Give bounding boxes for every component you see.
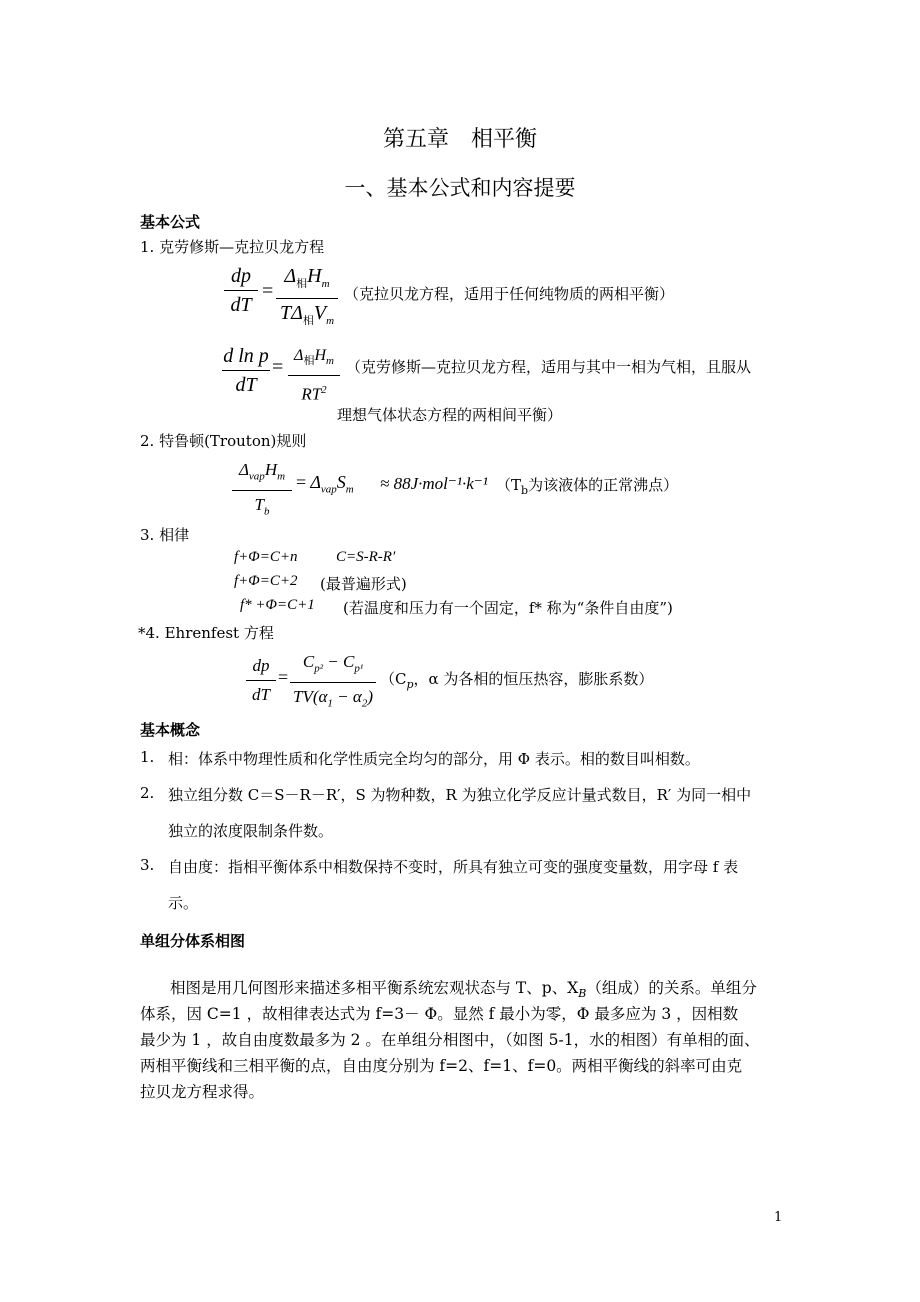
eq3-note-tail: 为该液体的正常沸点） bbox=[528, 476, 679, 494]
eq3-note-sub: b bbox=[521, 484, 529, 497]
eq4-note bbox=[380, 668, 653, 691]
eq3-lhs-fraction: $\Delta_{vap}H_m$ $T_b$ bbox=[232, 458, 292, 524]
phase-rule-2-note: (最普遍形式) bbox=[320, 575, 407, 593]
eq3-note-head: （T bbox=[496, 476, 522, 494]
eq4-lhs-fraction: dp dT bbox=[246, 654, 276, 707]
chapter-title: 第五章 相平衡 bbox=[382, 127, 537, 152]
concept-1-num: 1. bbox=[140, 748, 155, 766]
section-title: 一、基本公式和内容提要 bbox=[344, 176, 576, 200]
paragraph-line-1-sub: B bbox=[578, 987, 587, 1001]
eq2-note-continued: 理想气体状态方程的两相间平衡） bbox=[337, 406, 563, 424]
eq1-note: （克拉贝龙方程，适用于任何纯物质的两相平衡） bbox=[344, 285, 675, 303]
item3-heading: 3. 相律 bbox=[140, 526, 190, 544]
concept-3-num: 3. bbox=[140, 856, 155, 874]
paragraph-line-4: 两相平衡线和三相平衡的点，自由度分别为 f=2、f=1、f=0。两相平衡线的斜率可由克 bbox=[140, 1057, 743, 1075]
phase-rule-1a: f+Φ=C+n bbox=[234, 549, 298, 565]
phase-rule-3-note: (若温度和压力有一个固定，f* 称为“条件自由度”) bbox=[343, 599, 673, 617]
paragraph-line-1-text: 相图是用几何图形来描述多相平衡系统宏观状态与 T、p、X bbox=[170, 979, 579, 997]
eq1-equals: = bbox=[262, 280, 274, 302]
phase-rule-2: f+Φ=C+2 bbox=[234, 573, 298, 589]
paragraph-line-3: 最少为 1 ，故自由度数最多为 2 。在单组分相图中，（如图 5-1，水的相图）有单相的面、 bbox=[140, 1031, 760, 1049]
eq4-rhs-fraction: $C_{p^2} - C_{p^1}$ $TV(\alpha_1 - \alpha_2)$ bbox=[290, 650, 376, 716]
eq2-equals: = bbox=[272, 356, 284, 378]
eq2-note: （克劳修斯—克拉贝龙方程，适用与其中一相为气相，且服从 bbox=[346, 358, 752, 376]
concept-2-text-cont: 独立的浓度限制条件数。 bbox=[168, 822, 334, 840]
concept-3-text: 自由度：指相平衡体系中相数保持不变时，所具有独立可变的强度变量数，用字母 f 表 bbox=[168, 858, 739, 876]
concept-2-num: 2. bbox=[140, 784, 155, 802]
eq1-lhs-fraction: dp dT bbox=[224, 264, 258, 317]
basic-formulas-heading: 基本公式 bbox=[140, 213, 201, 231]
item1-heading: 1. 克劳修斯—克拉贝龙方程 bbox=[140, 238, 325, 256]
eq4-note-sub: p bbox=[406, 678, 414, 691]
eq4-note-head: （C bbox=[380, 670, 407, 688]
eq2-lhs-fraction: d ln p dT bbox=[223, 345, 269, 396]
phase-rule-1b: C=S-R-R′ bbox=[336, 549, 396, 565]
item2-heading: 2. 特鲁顿(Trouton)规则 bbox=[140, 432, 307, 450]
paragraph-line-2: 体系，因 C=1 ，故相律表达式为 f=3－ Φ。显然 f 最小为零，Φ 最多应为 3 ，因相数 bbox=[140, 1005, 739, 1023]
eq3-middle: = $\Delta_{vap}S_m$ bbox=[296, 472, 354, 496]
concept-1-text: 相：体系中物理性质和化学性质完全均匀的部分，用 Φ 表示。相的数目叫相数。 bbox=[168, 750, 700, 768]
page-number: 1 bbox=[774, 1210, 783, 1225]
concept-3-text-cont: 示。 bbox=[168, 894, 199, 912]
single-component-heading: 单组分体系相图 bbox=[140, 932, 246, 950]
eq1-rhs-fraction: $\Delta_相H_m$ $T\Delta_相V_m$ bbox=[276, 264, 338, 333]
concept-2-text: 独立组分数 C＝S－R－R′，S 为物种数，R 为独立化学反应计量式数目，R′ 为同一相中 bbox=[168, 786, 752, 804]
concepts-heading: 基本概念 bbox=[140, 721, 201, 739]
eq3-note bbox=[496, 474, 678, 497]
paragraph-line-1-tail: （组成）的关系。单组分 bbox=[586, 979, 757, 997]
paragraph-line-5: 拉贝龙方程求得。 bbox=[140, 1083, 265, 1101]
eq4-equals: = bbox=[278, 667, 289, 687]
eq2-rhs-fraction: $\Delta_相H_m$ $RT^2$ bbox=[288, 344, 340, 407]
eq3-rhs: ≈ 88J·mol⁻¹·k⁻¹ bbox=[380, 474, 488, 493]
phase-rule-3: f* +Φ=C+1 bbox=[240, 597, 315, 613]
eq4-note-tail: ，α 为各相的恒压热容，膨胀系数） bbox=[413, 670, 654, 688]
item4-heading: *4. Ehrenfest 方程 bbox=[138, 624, 274, 642]
